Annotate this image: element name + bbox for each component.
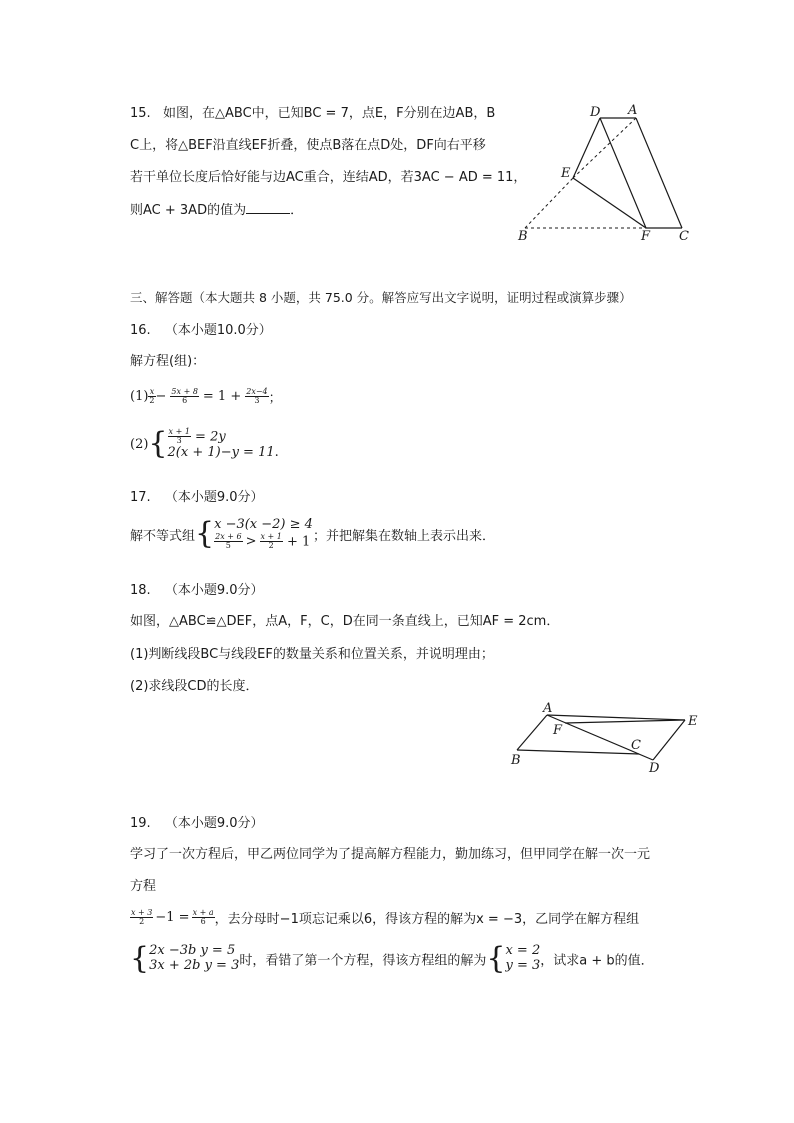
q17-row-2 (214, 533, 313, 551)
q17-header (130, 491, 264, 504)
q19-l3-f2-num: x + a (192, 907, 214, 917)
q16-p2-r1-num: x + 1 (168, 427, 190, 436)
q15-seg-df (600, 118, 646, 228)
q16-p2-r1-den: 3 (176, 436, 182, 446)
q19-l4-end: ，试求a + b的值． (540, 953, 654, 969)
q16-p2-label: (2) (130, 436, 149, 452)
q15-line-1: 如图，在△ABC中，已知BC = 7，点E，F分别在边AB，B (163, 106, 496, 121)
q19-score: （本小题9.0分） (164, 816, 264, 831)
q16-p2-system (168, 428, 279, 461)
q19-sys-row-1: 2x −3b y = 5 (149, 943, 236, 959)
q17-body (130, 518, 495, 551)
q16-p1-frac-2 (170, 388, 198, 406)
q15-label-d: D (590, 105, 601, 120)
q15-line-4-text: 则AC + 3AD的值为 (130, 203, 247, 218)
q19-line-3 (130, 908, 639, 927)
q16-p1-label: (1) (130, 389, 149, 404)
q15-label-c: C (679, 229, 689, 244)
q16-p2-end: . (274, 444, 279, 460)
q15-label-f: F (641, 229, 651, 244)
q19-sys-brace: { (130, 941, 150, 976)
q16-header (130, 324, 272, 337)
q17-number: 17. (130, 490, 151, 505)
q17-r2-f2-den: 2 (268, 541, 274, 551)
q16-p1-f3-num: 2x−4 (246, 386, 268, 396)
q18-line-1: 如图，△ABC≌△DEF，点A，F，C，D在同一条直线上，已知AF = 2cm． (130, 614, 560, 629)
q16-number: 16. (130, 323, 151, 338)
q16-p2-r2-text: 2(x + 1)−y = 11 (167, 444, 275, 460)
q16-p1-minus: − (155, 389, 167, 404)
q19-sol-row-1: x = 2 (505, 943, 541, 959)
q19-l3-mid: −1 = (155, 910, 190, 925)
q15-label-e: E (561, 166, 571, 181)
q16-score: （本小题10.0分） (164, 323, 272, 338)
q15-label-b: B (518, 229, 528, 244)
q19-header (130, 817, 264, 830)
q15-label-a: A (628, 103, 638, 118)
q16-p1-eq: = 1 + (202, 389, 242, 404)
q16-p2-r1-frac (168, 428, 191, 446)
q18-label-f: F (553, 723, 563, 738)
q16-part-1 (130, 387, 282, 406)
q19-line-4 (130, 941, 654, 976)
q18-label-d: D (649, 761, 660, 776)
q18-seg-ae (547, 715, 685, 720)
q16-p1-frac-3 (245, 388, 268, 406)
q16-part-2 (130, 428, 279, 461)
q19-sol-row-2: y = 3 (505, 958, 541, 973)
q18-label-b: B (511, 753, 521, 768)
q18-seg-ab (517, 715, 547, 750)
q19-l3-frac-1 (130, 909, 153, 927)
q19-line-1: 学习了一次方程后，甲乙两位同学为了提高解方程能力，勤加练习，但甲同学在解一次一元 (130, 847, 651, 862)
q19-line-2: 方程 (130, 879, 157, 894)
q18-line-3: (2)求线段CD的长度． (130, 679, 259, 694)
q15-line-4 (130, 203, 303, 217)
q18-figure (505, 700, 705, 780)
q15-answer-blank (246, 203, 290, 214)
q18-label-c: C (631, 738, 641, 753)
q15-line-2: C上，将△BEF沿直线EF折叠，使点B落在点D处，DF向右平移 (130, 138, 486, 153)
q16-p1-f3-den: 3 (254, 396, 260, 405)
q16-p1-f1-num: x (149, 386, 155, 396)
q19-l3-frac-2 (192, 909, 215, 927)
q16-p2-row-1 (168, 428, 279, 446)
q19-l3-f2-den: 6 (200, 917, 206, 926)
q17-r2-frac-2 (260, 533, 283, 551)
q16-p1-frac-1 (148, 388, 155, 406)
section-3-heading: 三、解答题（本大题共 8 小题，共 75.0 分。解答应写出文字说明，证明过程或演算步骤） (130, 290, 632, 305)
q19-number: 19. (130, 816, 151, 831)
q15-seg-ac (636, 118, 682, 228)
q16-p2-r1-rest: = 2y (195, 429, 226, 445)
q17-r2-f2-num: x + 1 (260, 531, 282, 541)
q17-system (214, 518, 313, 551)
q17-prefix: 解不等式组 (130, 528, 196, 544)
q19-l3-f1-num: x + 3 (131, 907, 153, 917)
q18-line-2: (1)判断线段BC与线段EF的数量关系和位置关系，并说明理由； (130, 647, 494, 662)
q18-header (130, 584, 264, 597)
q17-score: （本小题9.0分） (164, 490, 264, 505)
q19-sol-brace: { (486, 941, 506, 976)
q18-label-e: E (688, 714, 698, 729)
q19-l3-text: ，去分母时−1项忘记乘以6，得该方程的解为x = −3，乙同学在解方程组 (214, 912, 640, 927)
q18-label-a: A (543, 701, 553, 716)
q19-solution (505, 944, 540, 974)
q16-instruction: 解方程(组)： (130, 354, 206, 369)
q18-seg-ed (653, 720, 685, 760)
q15-number: 15. (130, 106, 151, 121)
q17-r2-gt: > (245, 534, 257, 550)
q16-p1-f1-den: 2 (149, 396, 155, 405)
q17-suffix: ；并把解集在数轴上表示出来． (312, 528, 495, 544)
q16-p2-row-2 (168, 446, 279, 461)
q19-system (149, 944, 239, 974)
q16-p1-f2-den: 6 (182, 396, 188, 405)
q15-line-3: 若干单位长度后恰好能与边AC重合，连结AD，若3AC − AD = 11， (130, 170, 527, 185)
q18-score: （本小题9.0分） (164, 583, 264, 598)
q15-dash-ea (573, 118, 636, 178)
q15-figure (505, 98, 705, 248)
q18-seg-fe (565, 720, 685, 723)
q16-p1-f2-num: 5x + 8 (171, 386, 198, 396)
q19-l3-f1-den: 2 (139, 917, 145, 926)
q16-p1-end: ； (268, 391, 282, 406)
q18-seg-bc (517, 750, 639, 754)
q17-r2-frac-1 (214, 533, 242, 551)
q17-r2-f1-den: 5 (225, 541, 231, 551)
q19-l4-text: 时，看错了第一个方程，得该方程组的解为 (239, 953, 487, 969)
q17-r2-rest: + 1 (287, 534, 311, 550)
q15-line-4-end: ． (290, 203, 304, 218)
q18-number: 18. (130, 583, 151, 598)
q19-sys-row-2: 3x + 2b y = 3 (149, 958, 240, 973)
q17-r2-f1-num: 2x + 6 (215, 531, 242, 541)
q15-seg-de (573, 118, 600, 178)
q17-row-1: x −3(x −2) ≥ 4 (214, 517, 313, 532)
q15-dash-be (525, 178, 573, 228)
q17-brace: { (195, 516, 215, 552)
q16-p2-brace: { (148, 426, 168, 462)
